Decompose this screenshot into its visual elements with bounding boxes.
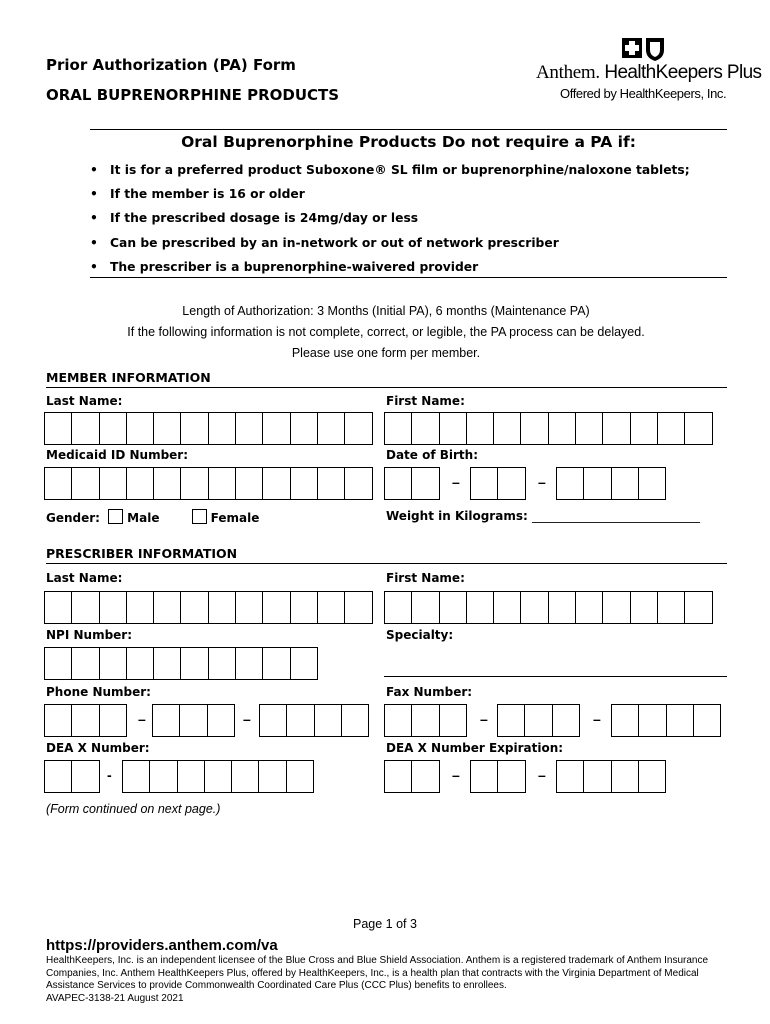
dea-exp-dash: – [538, 767, 546, 783]
char-box[interactable] [411, 467, 439, 500]
char-box[interactable] [235, 467, 262, 500]
char-box[interactable] [71, 647, 98, 680]
char-box[interactable] [575, 412, 602, 445]
char-box[interactable] [208, 412, 235, 445]
char-box[interactable] [99, 647, 126, 680]
criteria-item: • The prescriber is a buprenorphine-waivered provider [90, 255, 730, 279]
char-box[interactable] [290, 412, 317, 445]
char-box[interactable] [384, 704, 411, 737]
char-box[interactable] [524, 704, 551, 737]
prescriber-section-heading: PRESCRIBER INFORMATION [46, 546, 238, 561]
char-box[interactable] [258, 760, 285, 793]
dea-exp-year-boxes[interactable] [556, 760, 666, 792]
char-box[interactable] [583, 760, 610, 793]
char-box[interactable] [180, 591, 207, 624]
char-box[interactable] [556, 760, 583, 793]
male-label: Male [127, 511, 160, 525]
dea-exp-label: DEA X Number Expiration: [386, 741, 564, 755]
criteria-heading: Oral Buprenorphine Products Do not require a PA if: [181, 133, 636, 151]
logo-brand: Anthem. [536, 62, 600, 83]
char-box[interactable] [152, 704, 179, 737]
char-box[interactable] [466, 591, 493, 624]
criteria-item: • If the prescribed dosage is 24mg/day or less [90, 206, 730, 230]
dob-dash: – [538, 474, 546, 490]
char-box[interactable] [180, 412, 207, 445]
char-box[interactable] [520, 412, 547, 445]
dob-label: Date of Birth: [386, 448, 479, 462]
char-box[interactable] [235, 647, 262, 680]
fax-dash: – [480, 711, 488, 727]
char-box[interactable] [317, 467, 344, 500]
char-box[interactable] [470, 760, 497, 793]
char-box[interactable] [99, 467, 126, 500]
dea-exp-day-boxes[interactable] [470, 760, 526, 792]
char-box[interactable] [44, 467, 71, 500]
char-box[interactable] [71, 591, 98, 624]
member-section-heading: MEMBER INFORMATION [46, 370, 211, 385]
char-box[interactable] [44, 412, 71, 445]
char-box[interactable] [259, 704, 286, 737]
char-box[interactable] [262, 647, 289, 680]
criteria-item: • It is for a preferred product Suboxone® SL film or buprenorphine/naloxone tablets; [90, 158, 730, 182]
char-box[interactable] [207, 704, 235, 737]
char-box[interactable] [126, 647, 153, 680]
char-box[interactable] [179, 704, 206, 737]
anthem-logo [530, 36, 762, 106]
char-box[interactable] [290, 467, 317, 500]
char-box[interactable] [630, 412, 657, 445]
char-box[interactable] [262, 591, 289, 624]
char-box[interactable] [520, 591, 547, 624]
divider [90, 277, 727, 278]
char-box[interactable] [290, 647, 318, 680]
char-box[interactable] [493, 591, 520, 624]
phone-dash: – [138, 711, 146, 727]
char-box[interactable] [611, 467, 638, 500]
char-box[interactable] [638, 704, 665, 737]
criteria-item: • Can be prescribed by an in-network or out of network prescriber [90, 231, 730, 255]
char-box[interactable] [630, 591, 657, 624]
char-box[interactable] [180, 647, 207, 680]
weight-field[interactable] [386, 509, 700, 523]
fax-label: Fax Number: [386, 685, 473, 699]
char-box[interactable] [149, 760, 176, 793]
delay-warning: If the following information is not complete, correct, or legible, the PA process can be delayed. [127, 325, 645, 339]
weight-input-line[interactable]: ____________________________ [531, 509, 700, 523]
logo-offered-by: Offered by HealthKeepers, Inc. [560, 86, 727, 101]
char-box[interactable] [693, 704, 721, 737]
divider [46, 387, 727, 388]
char-box[interactable] [153, 591, 180, 624]
char-box[interactable] [552, 704, 580, 737]
weight-label: Weight in Kilograms: [386, 509, 528, 523]
char-box[interactable] [583, 467, 610, 500]
criteria-item: • If the member is 16 or older [90, 182, 730, 206]
char-box[interactable] [411, 591, 438, 624]
fax-area-boxes[interactable] [384, 704, 467, 736]
char-box[interactable] [638, 760, 666, 793]
char-box[interactable] [317, 591, 344, 624]
prescriber-last-name-boxes[interactable] [44, 591, 373, 623]
one-form-note: Please use one form per member. [291, 346, 481, 360]
char-box[interactable] [384, 591, 411, 624]
legal-line: Companies, Inc. Anthem HealthKeepers Plus, offered by HealthKeepers, Inc., is a health plan that contracts with the Virginia Department of Medical [46, 967, 699, 979]
prescriber-first-name-boxes[interactable] [384, 591, 713, 623]
female-label: Female [210, 511, 260, 525]
char-box[interactable] [235, 412, 262, 445]
char-box[interactable] [44, 591, 71, 624]
char-box[interactable] [556, 467, 583, 500]
char-box[interactable] [314, 704, 341, 737]
char-box[interactable] [638, 467, 666, 500]
char-box[interactable] [180, 467, 207, 500]
char-box[interactable] [384, 467, 411, 500]
char-box[interactable] [71, 760, 99, 793]
member-last-name-boxes[interactable] [44, 412, 373, 444]
legal-line: Assistance Services to provide Commonwealth Coordinated Care Plus (CCC Plus) benefits to enrollees. [46, 980, 507, 991]
criteria-list [90, 158, 730, 279]
char-box[interactable] [99, 412, 126, 445]
dea-number-boxes[interactable] [122, 760, 314, 792]
char-box[interactable] [153, 647, 180, 680]
char-box[interactable] [548, 412, 575, 445]
dea-hyphen: - [107, 767, 112, 783]
char-box[interactable] [71, 467, 98, 500]
fax-line-boxes[interactable] [611, 704, 721, 736]
char-box[interactable] [71, 412, 98, 445]
form-subtitle: ORAL BUPRENORPHINE PRODUCTS [46, 86, 340, 104]
female-checkbox[interactable] [192, 509, 207, 524]
specialty-label: Specialty: [386, 628, 454, 642]
dob-dash: – [452, 474, 460, 490]
char-box[interactable] [153, 467, 180, 500]
char-box[interactable] [602, 591, 629, 624]
dea-exp-dash: – [452, 767, 460, 783]
char-box[interactable] [71, 704, 98, 737]
dea-exp-month-boxes[interactable] [384, 760, 440, 792]
phone-label: Phone Number: [46, 685, 151, 699]
char-box[interactable] [497, 467, 525, 500]
char-box[interactable] [153, 412, 180, 445]
char-box[interactable] [341, 704, 369, 737]
char-box[interactable] [611, 704, 638, 737]
legal-line: HealthKeepers, Inc. is an independent licensee of the Blue Cross and Blue Shield Association. Anthem is a registered trademark of Anthem Insurance [46, 955, 709, 966]
char-box[interactable] [602, 412, 629, 445]
char-box[interactable] [411, 412, 438, 445]
blue-cross-shield-icon [622, 36, 666, 62]
dea-label: DEA X Number: [46, 741, 150, 755]
char-box[interactable] [470, 467, 497, 500]
char-box[interactable] [497, 704, 524, 737]
member-last-name-label: Last Name: [46, 394, 123, 408]
char-box[interactable] [439, 412, 466, 445]
char-box[interactable] [126, 412, 153, 445]
phone-line-boxes[interactable] [259, 704, 369, 736]
phone-dash: – [243, 711, 251, 727]
char-box[interactable] [99, 704, 127, 737]
prescriber-last-name-label: Last Name: [46, 571, 123, 585]
char-box[interactable] [235, 591, 262, 624]
char-box[interactable] [684, 412, 712, 445]
npi-boxes[interactable] [44, 647, 318, 679]
dob-month-boxes[interactable] [384, 467, 440, 499]
char-box[interactable] [611, 760, 638, 793]
char-box[interactable] [439, 704, 467, 737]
char-box[interactable] [44, 647, 71, 680]
gender-label: Gender: [46, 511, 100, 525]
form-code: AVAPEC-3138-21 August 2021 [46, 992, 184, 1004]
char-box[interactable] [384, 412, 411, 445]
divider [46, 563, 727, 564]
char-box[interactable] [344, 412, 372, 445]
char-box[interactable] [262, 412, 289, 445]
char-box[interactable] [286, 760, 314, 793]
char-box[interactable] [344, 591, 372, 624]
providers-link[interactable]: https://providers.anthem.com/va [46, 937, 278, 954]
fax-dash: – [593, 711, 601, 727]
char-box[interactable] [44, 704, 71, 737]
fax-prefix-boxes[interactable] [497, 704, 580, 736]
medicaid-id-label: Medicaid ID Number: [46, 448, 189, 462]
char-box[interactable] [684, 591, 712, 624]
char-box[interactable] [122, 760, 149, 793]
specialty-input-line[interactable] [384, 676, 727, 677]
char-box[interactable] [575, 591, 602, 624]
char-box[interactable] [317, 412, 344, 445]
char-box[interactable] [466, 412, 493, 445]
char-box[interactable] [439, 591, 466, 624]
divider [90, 129, 727, 130]
member-first-name-boxes[interactable] [384, 412, 713, 444]
male-checkbox[interactable] [108, 509, 123, 524]
npi-label: NPI Number: [46, 628, 133, 642]
char-box[interactable] [666, 704, 693, 737]
page-number: Page 1 of 3 [353, 917, 417, 931]
char-box[interactable] [344, 467, 372, 500]
char-box[interactable] [208, 591, 235, 624]
char-box[interactable] [657, 591, 684, 624]
gender-field [46, 509, 259, 525]
char-box[interactable] [231, 760, 258, 793]
char-box[interactable] [208, 647, 235, 680]
medicaid-id-boxes[interactable] [44, 467, 373, 499]
char-box[interactable] [384, 760, 411, 793]
char-box[interactable] [548, 591, 575, 624]
char-box[interactable] [126, 467, 153, 500]
continued-note: (Form continued on next page.) [46, 802, 221, 816]
char-box[interactable] [99, 591, 126, 624]
char-box[interactable] [177, 760, 204, 793]
char-box[interactable] [411, 760, 439, 793]
char-box[interactable] [44, 760, 71, 793]
authorization-length: Length of Authorization: 3 Months (Initial PA), 6 months (Maintenance PA) [182, 304, 590, 318]
char-box[interactable] [262, 467, 289, 500]
char-box[interactable] [411, 704, 438, 737]
char-box[interactable] [290, 591, 317, 624]
form-title: Prior Authorization (PA) Form [46, 56, 296, 74]
char-box[interactable] [208, 467, 235, 500]
dea-prefix-boxes[interactable] [44, 760, 100, 792]
char-box[interactable] [286, 704, 313, 737]
char-box[interactable] [204, 760, 231, 793]
char-box[interactable] [126, 591, 153, 624]
phone-prefix-boxes[interactable] [152, 704, 235, 736]
char-box[interactable] [493, 412, 520, 445]
prescriber-first-name-label: First Name: [386, 571, 465, 585]
member-first-name-label: First Name: [386, 394, 465, 408]
dob-year-boxes[interactable] [556, 467, 666, 499]
dob-day-boxes[interactable] [470, 467, 526, 499]
logo-product: HealthKeepers Plus [604, 62, 762, 83]
char-box[interactable] [497, 760, 525, 793]
char-box[interactable] [657, 412, 684, 445]
phone-area-boxes[interactable] [44, 704, 127, 736]
